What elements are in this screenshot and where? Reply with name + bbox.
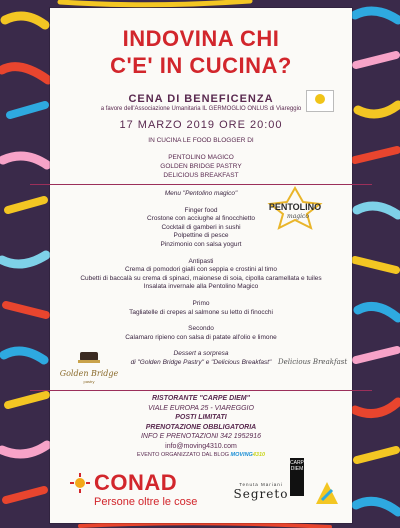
conad-wordmark: CONAD xyxy=(94,470,178,495)
conad-tagline: Persone oltre le cose xyxy=(94,496,198,508)
event-title-line1: INDOVINA CHI xyxy=(122,26,280,51)
event-date: 17 MARZO 2019 ORE 20:00 xyxy=(119,119,283,131)
menu-item: Polpettine di pesce xyxy=(173,232,229,240)
golden-bridge-sub: pastry xyxy=(83,379,95,384)
flyer-card xyxy=(50,8,352,523)
menu-heading: Menu "Pentolino magico" xyxy=(164,190,238,197)
info-prenotazioni: INFO E PRENOTAZIONI 342 1952916 xyxy=(140,433,262,440)
event-title-line2: C'E' IN CUCINA? xyxy=(110,53,292,78)
menu-item: Tagliatelle di crepes al salmone su letto di finocchi xyxy=(129,308,273,316)
moving4310-logo xyxy=(231,452,266,458)
organizzato-text: EVENTO ORGANIZZATO DAL BLOG xyxy=(136,452,229,458)
email: info@moving4310.com xyxy=(165,442,237,450)
blogger-3: DELICIOUS BREAKFAST xyxy=(163,172,239,179)
segreto-text: Segreto xyxy=(233,487,289,501)
sun-icon xyxy=(70,473,90,493)
indirizzo: VIALE EUROPA 25 - VIAREGGIO xyxy=(148,404,254,412)
moving-text: MOVING xyxy=(230,452,253,458)
menu-section-title: Antipasti xyxy=(188,257,214,265)
dessert-text: di "Golden Bridge Pastry" e "Delicious Breakfast" xyxy=(130,358,272,366)
menu-item: Crostone con acciughe al finocchietto xyxy=(146,215,256,223)
menu-item: Insalata invernale alla Pentolino Magico xyxy=(143,283,259,291)
favore-text: a favore dell'Associazione Umanitaria IL GERMOGLIO ONLUS di Viareggio xyxy=(100,106,302,112)
menu-section-title: Finger food xyxy=(184,206,218,214)
blogger-1: PENTOLINO MAGICO xyxy=(168,154,234,161)
cena-heading: CENA DI BENEFICENZA xyxy=(128,93,274,105)
pentolino-logo-text: PENTOLINO xyxy=(268,202,322,212)
menu-block xyxy=(50,190,352,368)
menu-item: Cubetti di baccalà su crema di spinaci, maionese di soia, cipolla caramellata e tuiles xyxy=(80,274,322,282)
menu-item: Calamaro ripieno con salsa di patate all'olio e limone xyxy=(125,333,277,341)
posti-limitati: POSTI LIMITATI xyxy=(175,414,227,421)
blogger-2: GOLDEN BRIDGE PASTRY xyxy=(160,163,242,170)
ristorante: RISTORANTE "CARPE DIEM" xyxy=(152,395,250,402)
menu-item: Pinzimonio con salsa yogurt xyxy=(160,240,242,248)
info-block xyxy=(50,394,352,461)
divider-bottom xyxy=(30,390,372,391)
menu-item: Cocktail di gamberi in sushi xyxy=(161,223,241,231)
menu-section-title: Primo xyxy=(192,299,210,307)
in-cucina-text: IN CUCINA LE FOOD BLOGGER DI xyxy=(148,137,254,144)
tenuta-mariani-text: Tenuta Mariani xyxy=(239,482,283,487)
magico-logo-text: magico xyxy=(287,213,309,220)
menu-item: Crema di pomodori gialli con seppia e crostini al timo xyxy=(124,266,278,274)
divider-top xyxy=(30,184,372,185)
sponsor-logo xyxy=(312,478,342,508)
delicious-breakfast-logo: Delicious Breakfast xyxy=(278,358,348,366)
segreto-logo xyxy=(232,470,290,501)
golden-bridge-logo xyxy=(58,350,120,386)
moving-number: 4310 xyxy=(252,452,266,458)
prenotazione-obbligatoria: PRENOTAZIONE OBBLIGATORIA xyxy=(145,423,257,431)
golden-bridge-text: Golden Bridge xyxy=(59,369,119,378)
carpe-diem-logo: CARPE DIEM xyxy=(290,458,304,496)
menu-section-title: Secondo xyxy=(188,325,214,333)
dessert-title: Dessert a sorpresa xyxy=(173,350,229,358)
